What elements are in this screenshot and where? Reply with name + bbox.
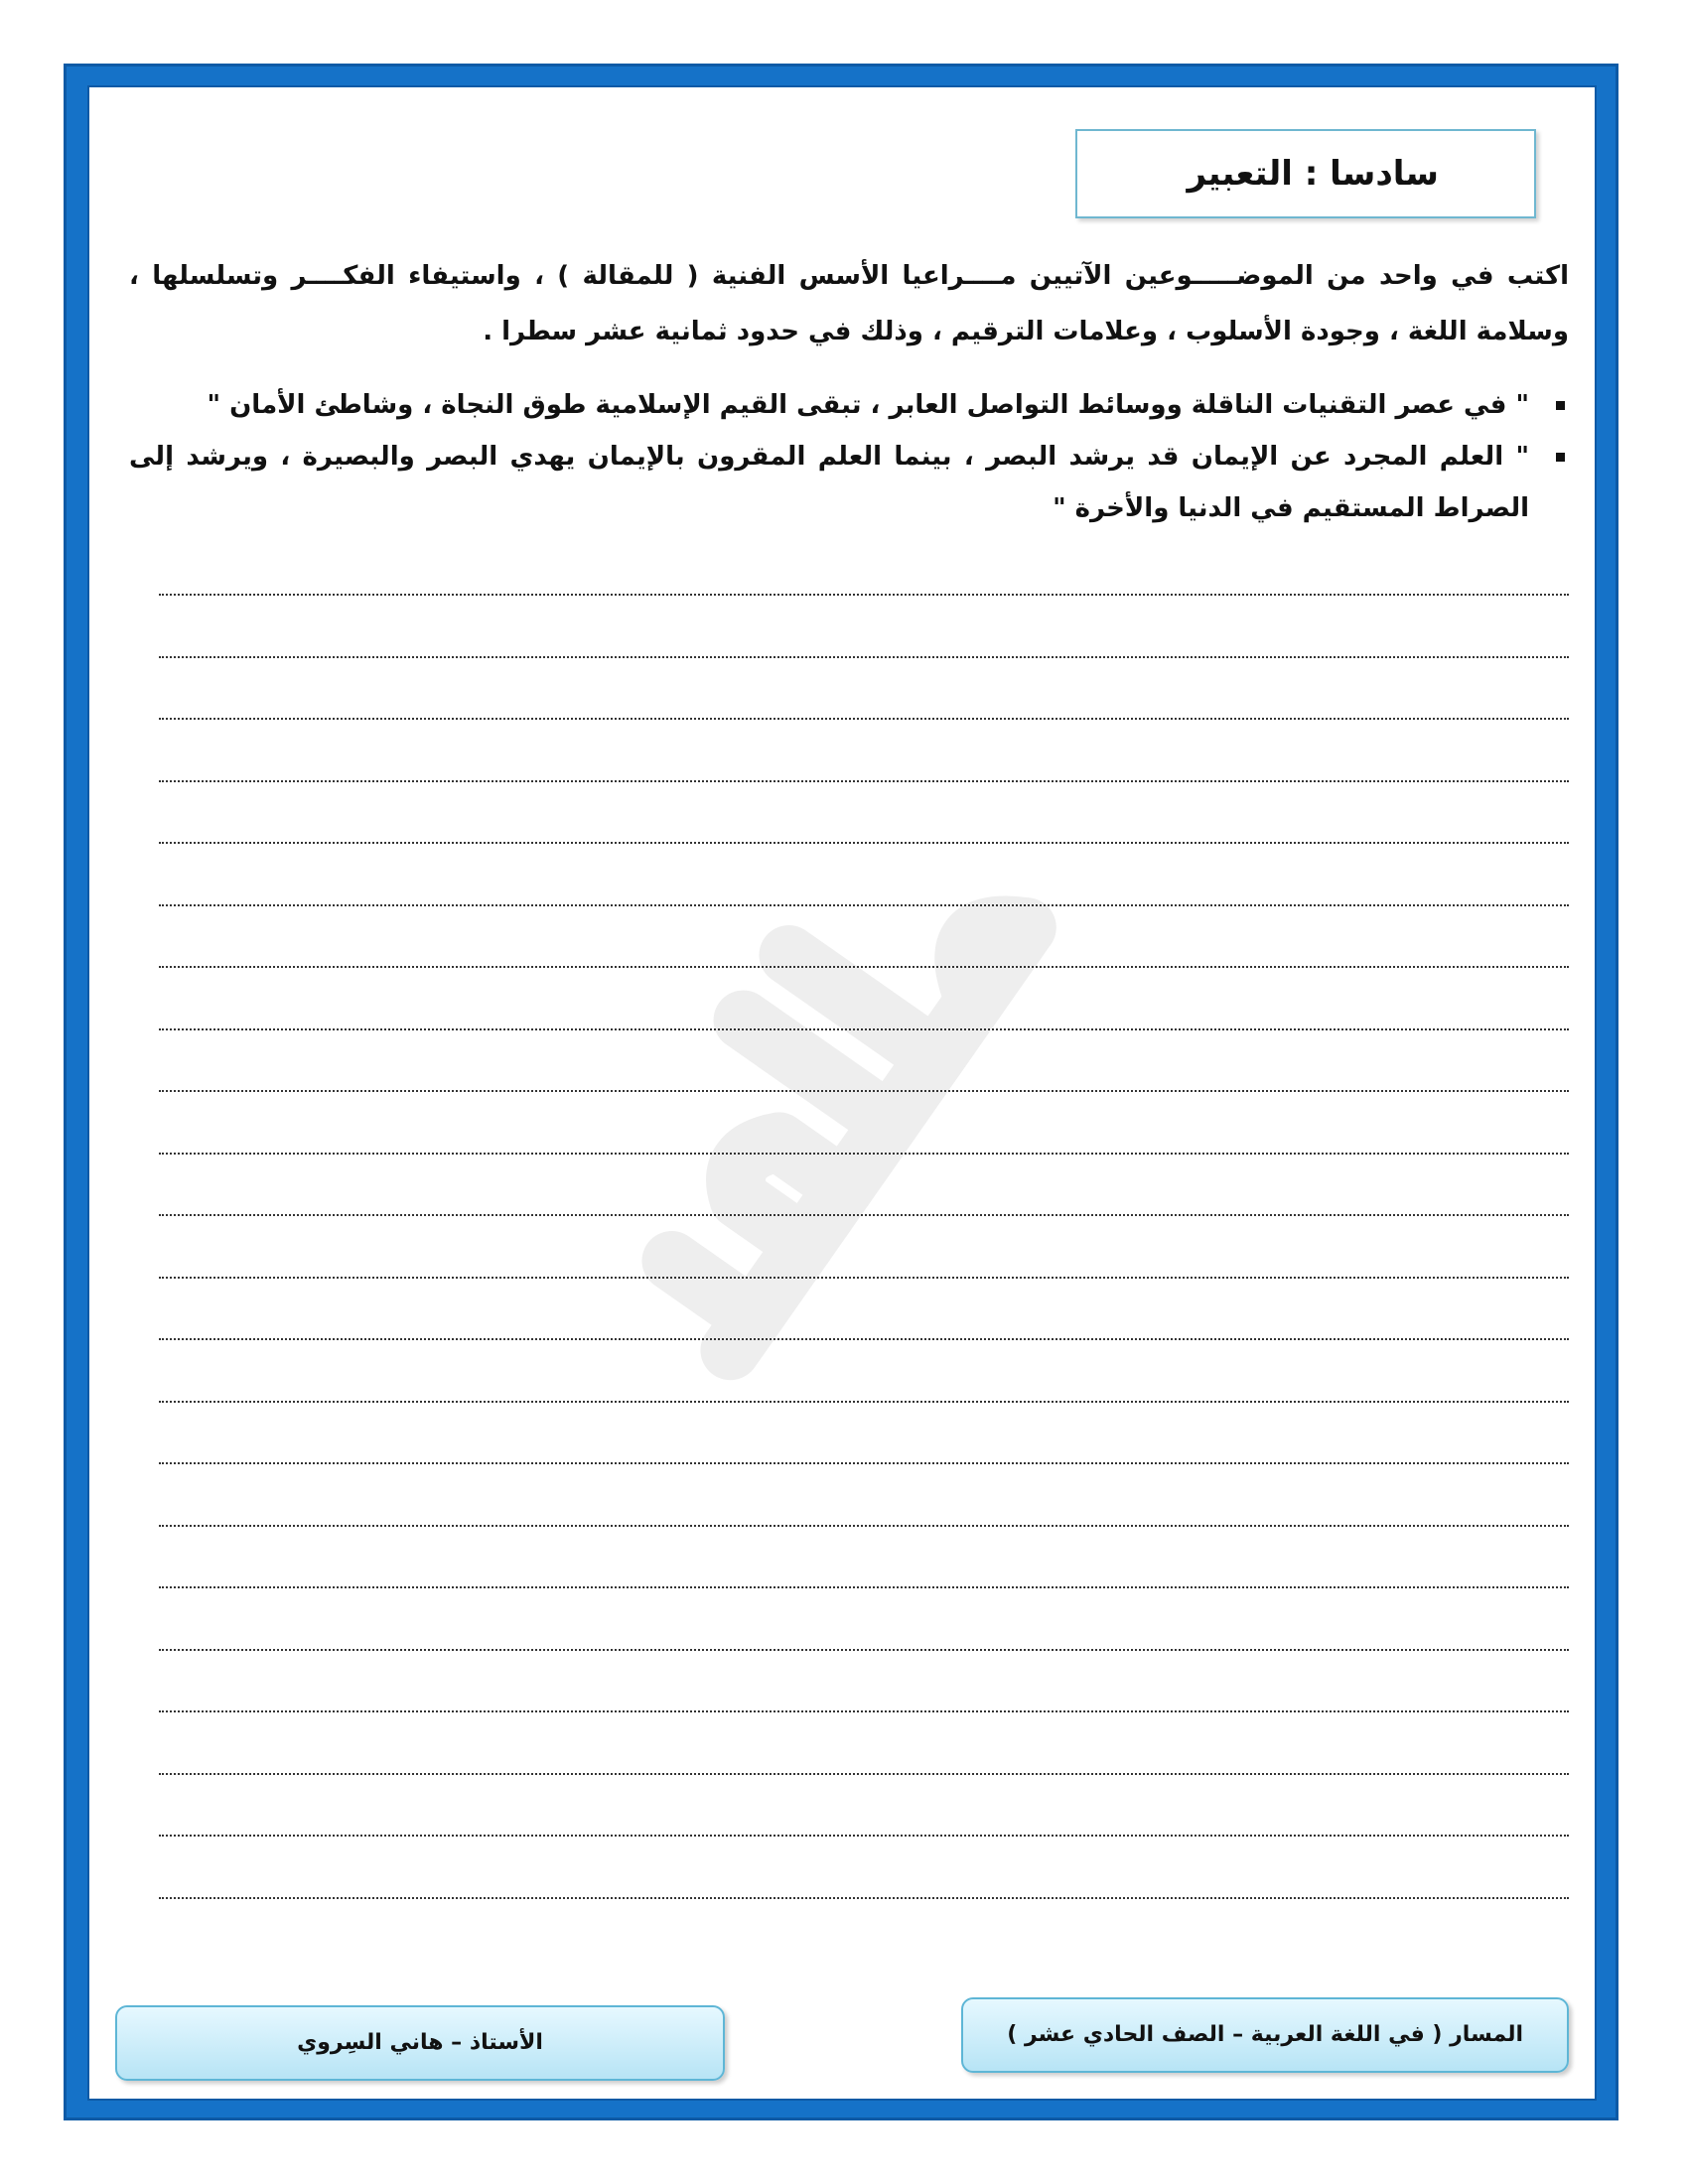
writing-line[interactable] [159,656,1569,658]
writing-line[interactable] [159,1525,1569,1527]
writing-line[interactable] [159,1773,1569,1775]
topics-list [129,379,1569,534]
writing-line[interactable] [159,842,1569,844]
footer-teacher-label: الأستاذ – هاني السِروي [115,2005,725,2081]
writing-line[interactable] [159,594,1569,596]
footer-course-label: المسار ( في اللغة العربية – الصف الحادي عشر ) [961,1997,1569,2073]
instructions-paragraph: اكتب في واحد من الموضـــــوعين الآتيين مــــراعيا الأسس الفنية ( للمقالة ) ، واستيفاء الفكــــر وتسلسلها ، وسلامة اللغة ، وجودة الأسلوب ، وعلامات الترقيم ، وذلك في حدود ثمانية عشر سطرا . [129,261,1569,346]
section-title: سادسا : التعبير [1075,129,1536,218]
writing-line[interactable] [159,1835,1569,1837]
writing-line[interactable] [159,1710,1569,1712]
writing-line[interactable] [159,1214,1569,1216]
writing-line[interactable] [159,1153,1569,1155]
writing-line[interactable] [159,1586,1569,1588]
writing-line[interactable] [159,1277,1569,1279]
writing-line[interactable] [159,1090,1569,1092]
writing-line[interactable] [159,1649,1569,1651]
topic-item: " العلم المجرد عن الإيمان قد يرشد البصر ، بينما العلم المقرون بالإيمان يهدي البصر والبصيرة ، ويرشد إلى الصراط المستقيم في الدنيا والأخرة " [129,431,1569,534]
writing-line[interactable] [159,780,1569,782]
writing-line[interactable] [159,1897,1569,1899]
writing-line[interactable] [159,966,1569,968]
topic-item: " في عصر التقنيات الناقلة ووسائط التواصل العابر ، تبقى القيم الإسلامية طوق النجاة ، وشاطئ الأمان " [129,379,1569,431]
writing-line[interactable] [159,904,1569,906]
writing-line[interactable] [159,1462,1569,1464]
writing-line[interactable] [159,1401,1569,1403]
writing-lines-area[interactable] [159,568,1569,1938]
writing-line[interactable] [159,1338,1569,1340]
writing-line[interactable] [159,718,1569,720]
writing-line[interactable] [159,1028,1569,1030]
